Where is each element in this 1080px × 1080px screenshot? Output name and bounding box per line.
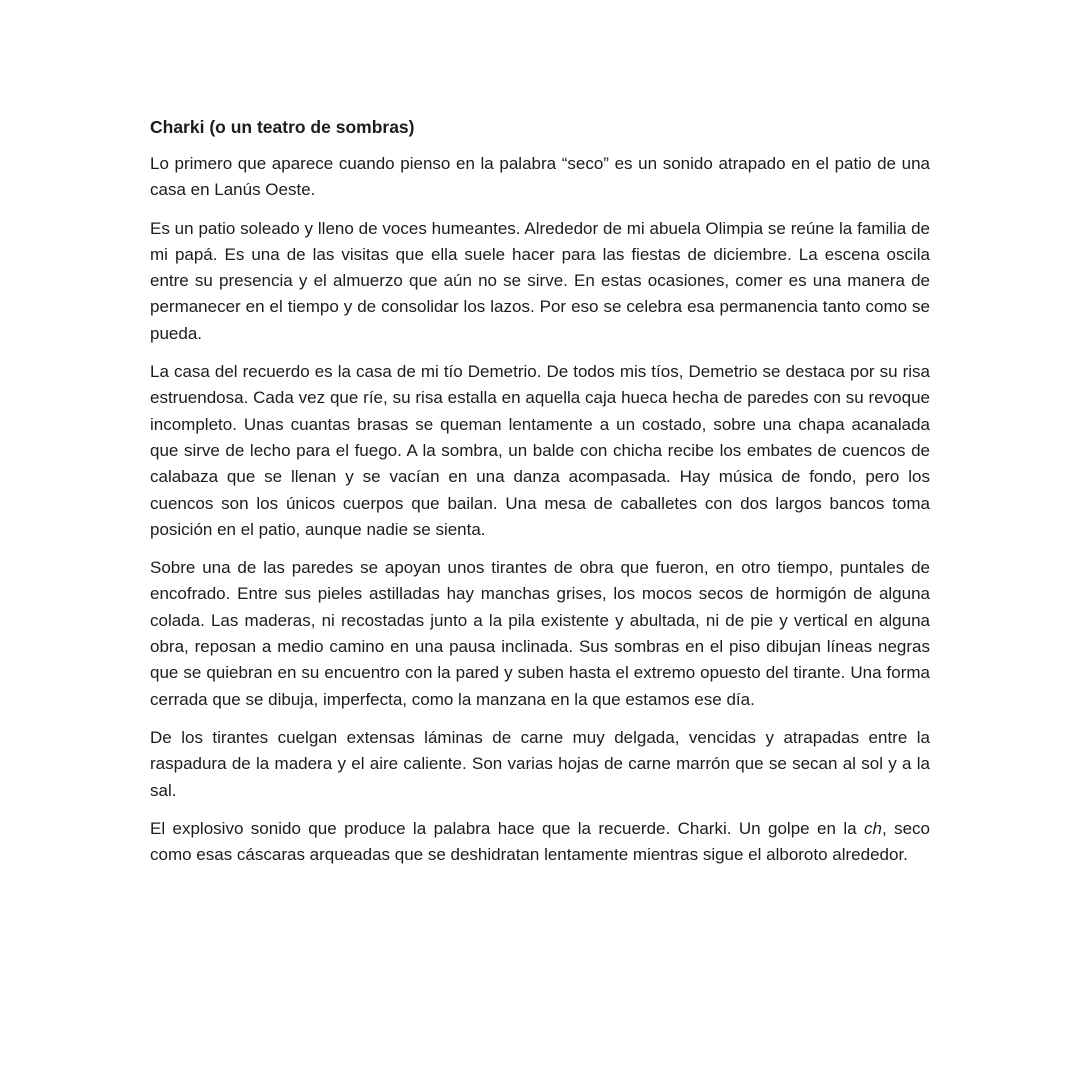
paragraph-3: La casa del recuerdo es la casa de mi tío Demetrio. De todos mis tíos, Demetrio se destaca por su risa estruendosa. Cada vez que ríe, su risa estalla en aquella caja hueca hecha de paredes con su revoque incompleto. Unas cuantas brasas se queman lentamente a un costado, sobre una chapa acanalada que sirve de lecho para el fuego. A la sombra, un balde con chicha recibe los embates de cuencos de calabaza que se llenan y se vacían en una danza acompasada. Hay música de fondo, pero los cuencos son los únicos cuerpos que bailan. Una mesa de caballetes con dos largos bancos toma posición en el patio, aunque nadie se sienta. <box>150 362 930 539</box>
document-body <box>150 114 930 880</box>
document-title: Charki (o un teatro de sombras) <box>150 117 415 137</box>
paragraph-5: De los tirantes cuelgan extensas láminas de carne muy delgada, vencidas y atrapadas entre la raspadura de la madera y el aire caliente. Son varias hojas de carne marrón que se secan al sol y a la sal. <box>150 727 930 800</box>
paragraph-6 <box>150 816 930 869</box>
paragraph-1: Lo primero que aparece cuando pienso en la palabra “seco” es un sonido atrapado en el patio de una casa en Lanús Oeste. <box>150 154 930 200</box>
paragraph-6-text-start: El explosivo sonido que produce la palabra hace que la recuerde. Charki. Un golpe en la <box>150 818 864 838</box>
paragraph-6-text-end: , seco como esas cáscaras arqueadas que se deshidratan lentamente mientras sigue el alboroto alrededor. <box>150 818 930 865</box>
paragraph-6-italic-ch: ch <box>863 818 882 838</box>
paragraph-4: Sobre una de las paredes se apoyan unos tirantes de obra que fueron, en otro tiempo, puntales de encofrado. Entre sus pieles astilladas hay manchas grises, los mocos secos de hormigón de alguna colada. Las maderas, ni recostadas junto a la pila existente y abultada, ni de pie y vertical en alguna obra, reposan a medio camino en una pausa inclinada. Sus sombras en el piso dibujan líneas negras que se quiebran en su encuentro con la pared y suben hasta el extremo opuesto del tirante. Una forma cerrada que se dibuja, imperfecta, como la manzana en la que estamos ese día. <box>150 558 930 709</box>
paragraph-2: Es un patio soleado y lleno de voces humeantes. Alrededor de mi abuela Olimpia se reúne la familia de mi papá. Es una de las visitas que ella suele hacer para las fiestas de diciembre. La escena oscila entre su presencia y el almuerzo que aún no se sirve. En estas ocasiones, comer es una manera de permanecer en el tiempo y de consolidar los lazos. Por eso se celebra esa permanencia tanto como se pueda. <box>150 218 930 343</box>
